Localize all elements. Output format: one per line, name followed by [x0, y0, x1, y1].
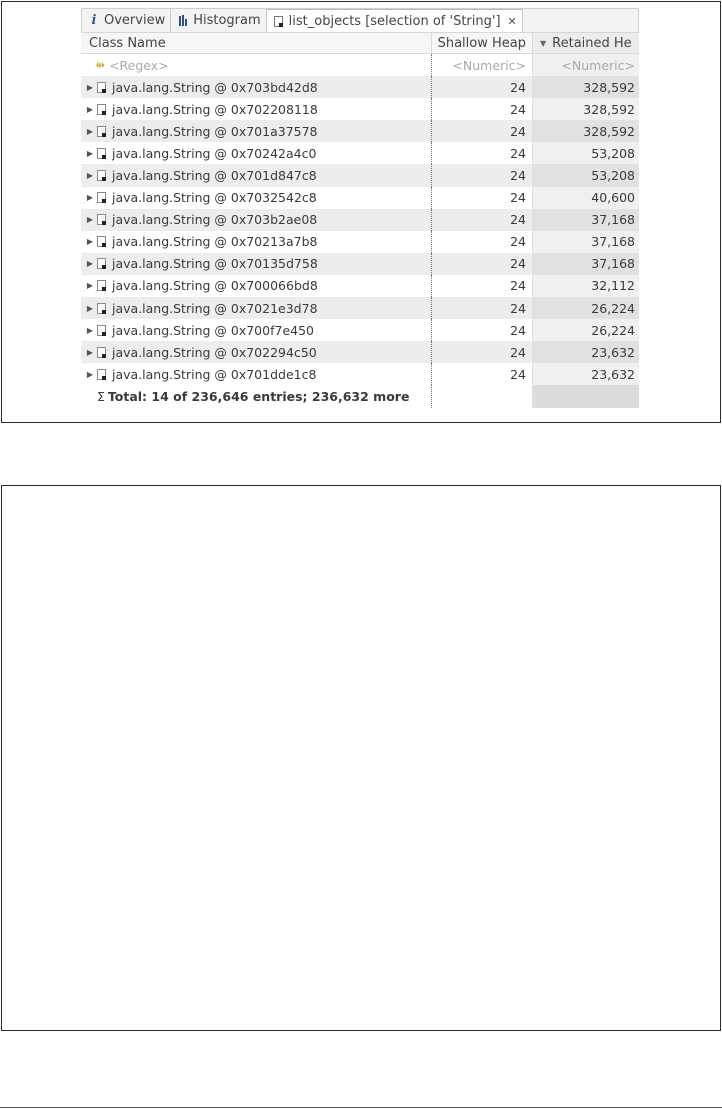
table-row[interactable]	[81, 319, 639, 341]
tab-label: list_objects [selection of 'String']	[288, 13, 501, 29]
expand-arrow-icon[interactable]: ▶	[86, 281, 94, 291]
retained-heap-cell: 328,592	[532, 120, 639, 142]
object-name: java.lang.String @ 0x701d847c8	[112, 168, 317, 184]
mat-object-list-panel	[81, 8, 639, 408]
retained-heap-cell: 53,208	[532, 142, 639, 164]
object-name: java.lang.String @ 0x70135d758	[112, 256, 318, 272]
class-name-cell	[81, 76, 431, 98]
tab-list-objects[interactable]	[267, 9, 523, 32]
expand-arrow-icon[interactable]: ▶	[86, 237, 94, 247]
expand-arrow-icon[interactable]: ▶	[86, 303, 94, 313]
class-name-cell	[81, 275, 431, 297]
retained-heap-cell: 37,168	[532, 231, 639, 253]
expand-arrow-icon[interactable]: ▶	[86, 104, 94, 114]
class-name-cell	[81, 363, 431, 385]
object-icon	[97, 258, 106, 269]
page-divider	[0, 1107, 722, 1108]
class-filter-input[interactable]	[81, 54, 431, 76]
object-list-icon	[273, 16, 285, 27]
tab-label: Overview	[104, 13, 166, 28]
object-name: java.lang.String @ 0x703b2ae08	[112, 212, 318, 228]
table-row[interactable]	[81, 341, 639, 363]
shallow-heap-cell: 24	[431, 76, 532, 98]
shallow-heap-cell: 24	[431, 142, 532, 164]
total-shallow-cell	[431, 385, 532, 407]
object-name: java.lang.String @ 0x701a37578	[112, 123, 318, 139]
class-name-cell	[81, 231, 431, 253]
table-header	[81, 32, 639, 54]
class-filter-placeholder: <Regex>	[109, 57, 169, 73]
table-row[interactable]	[81, 275, 639, 297]
column-shallow-heap[interactable]: Shallow Heap	[431, 33, 532, 53]
shallow-filter-input[interactable]: <Numeric>	[431, 54, 532, 76]
table-row[interactable]	[81, 120, 639, 142]
object-name: java.lang.String @ 0x700066bd8	[112, 278, 318, 294]
class-name-cell	[81, 98, 431, 120]
table-row[interactable]	[81, 363, 639, 385]
expand-arrow-icon[interactable]: ▶	[86, 347, 94, 357]
filter-icon: ⇻	[95, 58, 106, 73]
expand-arrow-icon[interactable]: ▶	[86, 259, 94, 269]
table-row[interactable]	[81, 253, 639, 275]
sum-icon: Σ	[97, 388, 105, 404]
retained-heap-cell: 328,592	[532, 98, 639, 120]
tab-label: Histogram	[193, 13, 261, 28]
shallow-heap-cell: 24	[431, 275, 532, 297]
retained-heap-cell: 23,632	[532, 363, 639, 385]
class-name-cell	[81, 120, 431, 142]
editor-tabbar	[81, 8, 639, 32]
column-retained-heap[interactable]	[532, 33, 639, 53]
close-icon[interactable]: ✕	[507, 14, 517, 28]
object-icon	[97, 280, 106, 291]
empty-frame	[1, 485, 721, 1031]
column-class-name[interactable]: Class Name	[89, 35, 166, 51]
object-name: java.lang.String @ 0x700f7e450	[112, 322, 314, 338]
object-icon	[97, 369, 106, 380]
object-icon	[97, 126, 106, 137]
table-row[interactable]	[81, 297, 639, 319]
object-name: java.lang.String @ 0x70213a7b8	[112, 234, 318, 250]
shallow-heap-cell: 24	[431, 253, 532, 275]
retained-heap-cell: 37,168	[532, 253, 639, 275]
object-icon	[97, 82, 106, 93]
tab-histogram[interactable]	[171, 9, 266, 32]
expand-arrow-icon[interactable]: ▶	[86, 148, 94, 158]
table-row[interactable]	[81, 142, 639, 164]
shallow-heap-cell: 24	[431, 98, 532, 120]
shallow-heap-cell: 24	[431, 164, 532, 186]
table-row[interactable]	[81, 231, 639, 253]
object-name: java.lang.String @ 0x702208118	[112, 101, 318, 117]
object-icon	[97, 347, 106, 358]
retained-heap-cell: 26,224	[532, 297, 639, 319]
expand-arrow-icon[interactable]: ▶	[86, 193, 94, 203]
expand-arrow-icon[interactable]: ▶	[86, 215, 94, 225]
class-name-cell	[81, 297, 431, 319]
sort-descending-icon: ▼	[540, 38, 547, 48]
table-row[interactable]	[81, 76, 639, 98]
table-row[interactable]	[81, 209, 639, 231]
object-icon	[97, 325, 106, 336]
total-retained-cell	[532, 385, 639, 407]
expand-arrow-icon[interactable]: ▶	[86, 369, 94, 379]
table-row[interactable]	[81, 187, 639, 209]
object-name: java.lang.String @ 0x7032542c8	[112, 190, 317, 206]
shallow-heap-cell: 24	[431, 341, 532, 363]
object-name: java.lang.String @ 0x7021e3d78	[112, 300, 318, 316]
retained-heap-cell: 26,224	[532, 319, 639, 341]
info-icon: i	[91, 13, 97, 28]
object-icon	[97, 104, 106, 115]
expand-arrow-icon[interactable]: ▶	[86, 325, 94, 335]
shallow-heap-cell: 24	[431, 319, 532, 341]
shallow-heap-cell: 24	[431, 231, 532, 253]
class-name-cell	[81, 319, 431, 341]
tab-overview[interactable]	[82, 9, 171, 32]
object-table	[81, 32, 639, 408]
retained-filter-input[interactable]: <Numeric>	[532, 54, 639, 76]
object-icon	[97, 236, 106, 247]
column-label: Retained He	[552, 35, 632, 51]
shallow-heap-cell: 24	[431, 297, 532, 319]
object-name: java.lang.String @ 0x701dde1c8	[112, 366, 317, 382]
retained-heap-cell: 40,600	[532, 187, 639, 209]
object-icon	[97, 192, 106, 203]
total-row	[81, 385, 639, 407]
class-name-cell	[81, 341, 431, 363]
retained-heap-cell: 23,632	[532, 341, 639, 363]
class-name-cell	[81, 187, 431, 209]
class-name-cell	[81, 164, 431, 186]
total-label: Total: 14 of 236,646 entries; 236,632 more	[107, 388, 410, 404]
retained-heap-cell: 37,168	[532, 209, 639, 231]
table-row[interactable]	[81, 98, 639, 120]
object-icon	[97, 170, 106, 181]
object-icon	[97, 303, 106, 314]
expand-arrow-icon[interactable]: ▶	[86, 171, 94, 181]
class-name-cell	[81, 209, 431, 231]
table-row[interactable]	[81, 164, 639, 186]
histogram-icon	[177, 15, 189, 26]
object-name: java.lang.String @ 0x703bd42d8	[112, 79, 318, 95]
object-name: java.lang.String @ 0x70242a4c0	[112, 145, 317, 161]
class-name-cell	[81, 142, 431, 164]
expand-arrow-icon[interactable]: ▶	[86, 82, 94, 92]
class-name-cell	[81, 253, 431, 275]
object-icon	[97, 148, 106, 159]
object-icon	[97, 214, 106, 225]
shallow-heap-cell: 24	[431, 187, 532, 209]
retained-heap-cell: 32,112	[532, 275, 639, 297]
shallow-heap-cell: 24	[431, 363, 532, 385]
filter-row	[81, 54, 639, 76]
shallow-heap-cell: 24	[431, 120, 532, 142]
shallow-heap-cell: 24	[431, 209, 532, 231]
expand-arrow-icon[interactable]: ▶	[86, 126, 94, 136]
total-summary	[81, 385, 431, 407]
retained-heap-cell: 328,592	[532, 76, 639, 98]
object-name: java.lang.String @ 0x702294c50	[112, 344, 317, 360]
retained-heap-cell: 53,208	[532, 164, 639, 186]
